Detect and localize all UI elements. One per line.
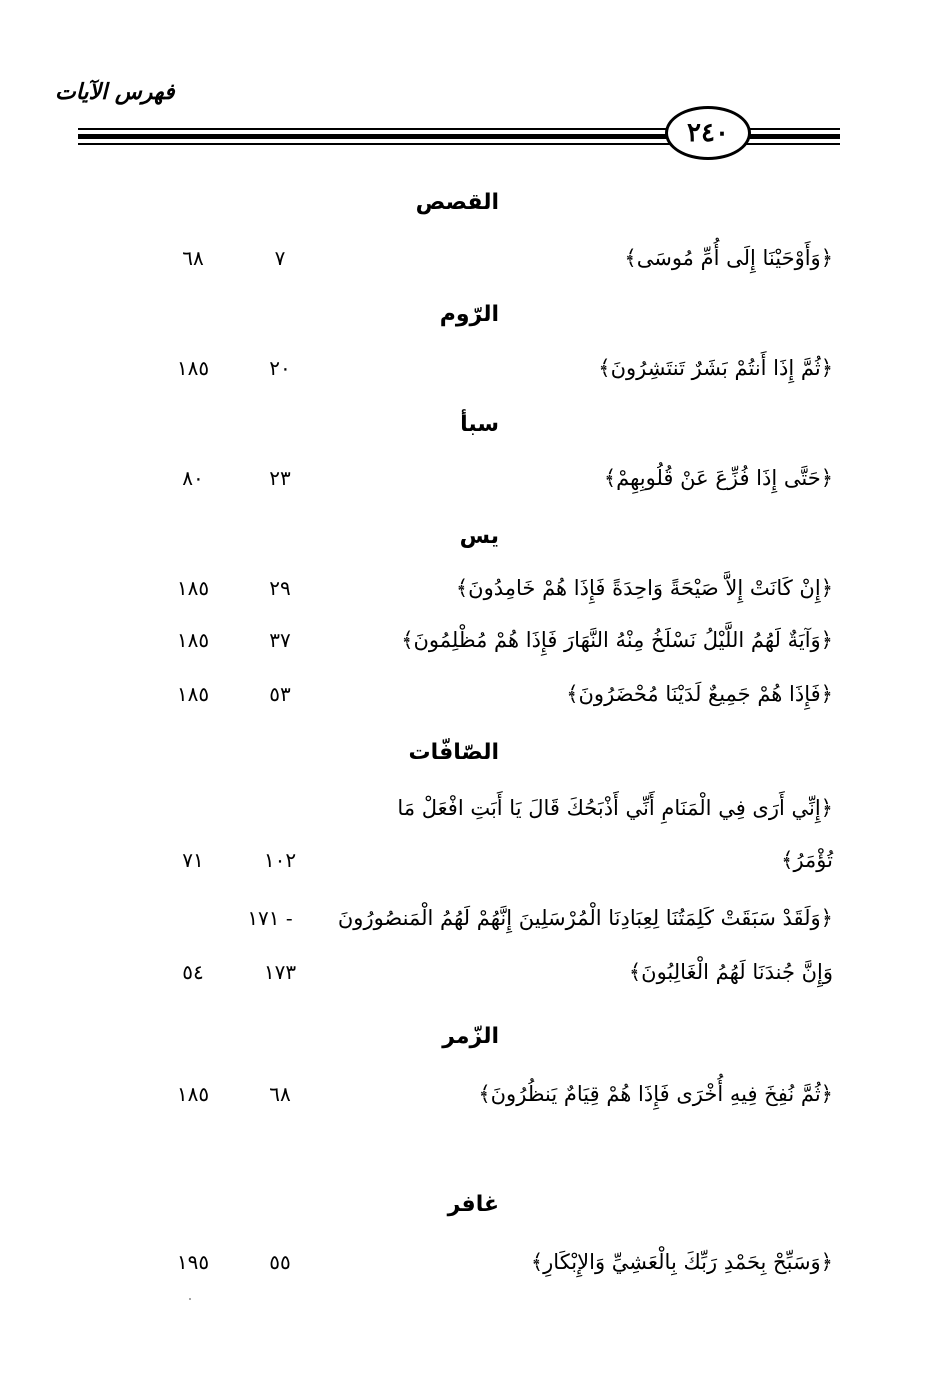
page-ref: ٥٤ (182, 960, 204, 984)
surah-heading-saffat: الصّافّات (408, 740, 499, 765)
verse-text: ﴿فَإِذَا هُمْ جَمِيعٌ لَدَيْنَا مُحْضَرُونَ﴾ (566, 682, 833, 706)
ayah-number: ٧ (274, 246, 286, 270)
ayah-number: ٥٥ (269, 1250, 291, 1274)
verse-text: ﴿حَتَّى إِذَا فُزِّعَ عَنْ قُلُوبِهِمْ﴾ (603, 466, 833, 490)
ayah-number: ٦٨ (269, 1082, 291, 1106)
verse-text: ﴿إِنْ كَانَتْ إِلاَّ صَيْحَةً وَاحِدَةً فَإِذَا هُمْ خَامِدُونَ﴾ (455, 576, 833, 600)
page-ref: ٨٠ (182, 466, 204, 490)
ayah-number: ٥٣ (269, 682, 291, 706)
index-row (0, 466, 939, 510)
page-ref: ٧١ (182, 848, 204, 872)
index-row-line-1 (0, 906, 939, 950)
ayah-number: ٣٧ (269, 628, 291, 652)
surah-heading-ghafir: غافر (447, 1192, 499, 1217)
index-row (0, 356, 939, 400)
index-row (0, 628, 939, 672)
index-row (0, 246, 939, 290)
verse-text: ﴿وَأَوْحَيْنَا إِلَى أُمِّ مُوسَى﴾ (624, 246, 833, 270)
page-number-badge (665, 106, 751, 160)
verse-text: ﴿إِنِّي أَرَى فِي الْمَنَامِ أَنِّي أَذْبَحُكَ قَالَ يَا أَبَتِ افْعَلْ مَا (397, 796, 833, 820)
running-header-title: فهرس الآيات (55, 80, 175, 105)
verse-text: ﴿وَلَقَدْ سَبَقَتْ كَلِمَتُنَا لِعِبَادِنَا الْمُرْسَلِينَ إِنَّهُمْ لَهُمُ الْمَنصُورُونَ (337, 906, 833, 930)
verse-text: ﴿ثُمَّ إِذَا أَنتُمْ بَشَرٌ تَنتَشِرُونَ﴾ (598, 356, 833, 380)
page-ref: ١٨٥ (176, 576, 210, 600)
page-ref: ٦٨ (182, 246, 204, 270)
verse-text: ﴿ثُمَّ نُفِخَ فِيهِ أُخْرَى فَإِذَا هُمْ قِيَامٌ يَنظُرُونَ﴾ (478, 1082, 833, 1106)
page-ref: ١٨٥ (176, 628, 210, 652)
page-ref: ١٨٥ (176, 356, 210, 380)
verse-text-continuation: وَإِنَّ جُندَنَا لَهُمُ الْغَالِبُونَ﴾ (628, 960, 833, 984)
ayah-number-range-start: ١٧١ - (247, 906, 293, 930)
index-row (0, 1250, 939, 1294)
ayah-number: ١٠٢ (263, 848, 297, 872)
surah-heading-qasas: القصص (415, 190, 499, 215)
ayah-number: ٢٣ (269, 466, 291, 490)
verse-text: ﴿وَسَبِّحْ بِحَمْدِ رَبِّكَ بِالْعَشِيِّ وَالإِبْكَارِ﴾ (530, 1250, 833, 1274)
page-number: ٢٤٠ (687, 118, 729, 148)
scan-speck (189, 1298, 191, 1300)
ayah-number: ٢٠ (269, 356, 291, 380)
page-ref: ١٩٥ (176, 1250, 210, 1274)
ayah-number: ٢٩ (269, 576, 291, 600)
index-row-line-2 (0, 960, 939, 1004)
index-row-line-1 (0, 796, 939, 840)
verse-text-continuation: تُؤْمَرُ﴾ (781, 848, 833, 872)
index-row (0, 1082, 939, 1126)
surah-heading-saba: سبأ (460, 412, 499, 437)
index-row-line-2 (0, 848, 939, 892)
surah-heading-yasin: يس (459, 524, 499, 549)
page-ref: ١٨٥ (176, 682, 210, 706)
verse-text: ﴿وَآيَةٌ لَهُمُ اللَّيْلُ نَسْلَخُ مِنْهُ النَّهَارَ فَإِذَا هُمْ مُظْلِمُونَ﴾ (401, 628, 833, 652)
surah-heading-zumar: الزّمر (442, 1024, 499, 1049)
index-row (0, 682, 939, 726)
ayah-number: ١٧٣ (263, 960, 297, 984)
index-row (0, 576, 939, 620)
surah-heading-rum: الرّوم (439, 302, 499, 327)
page-ref: ١٨٥ (176, 1082, 210, 1106)
